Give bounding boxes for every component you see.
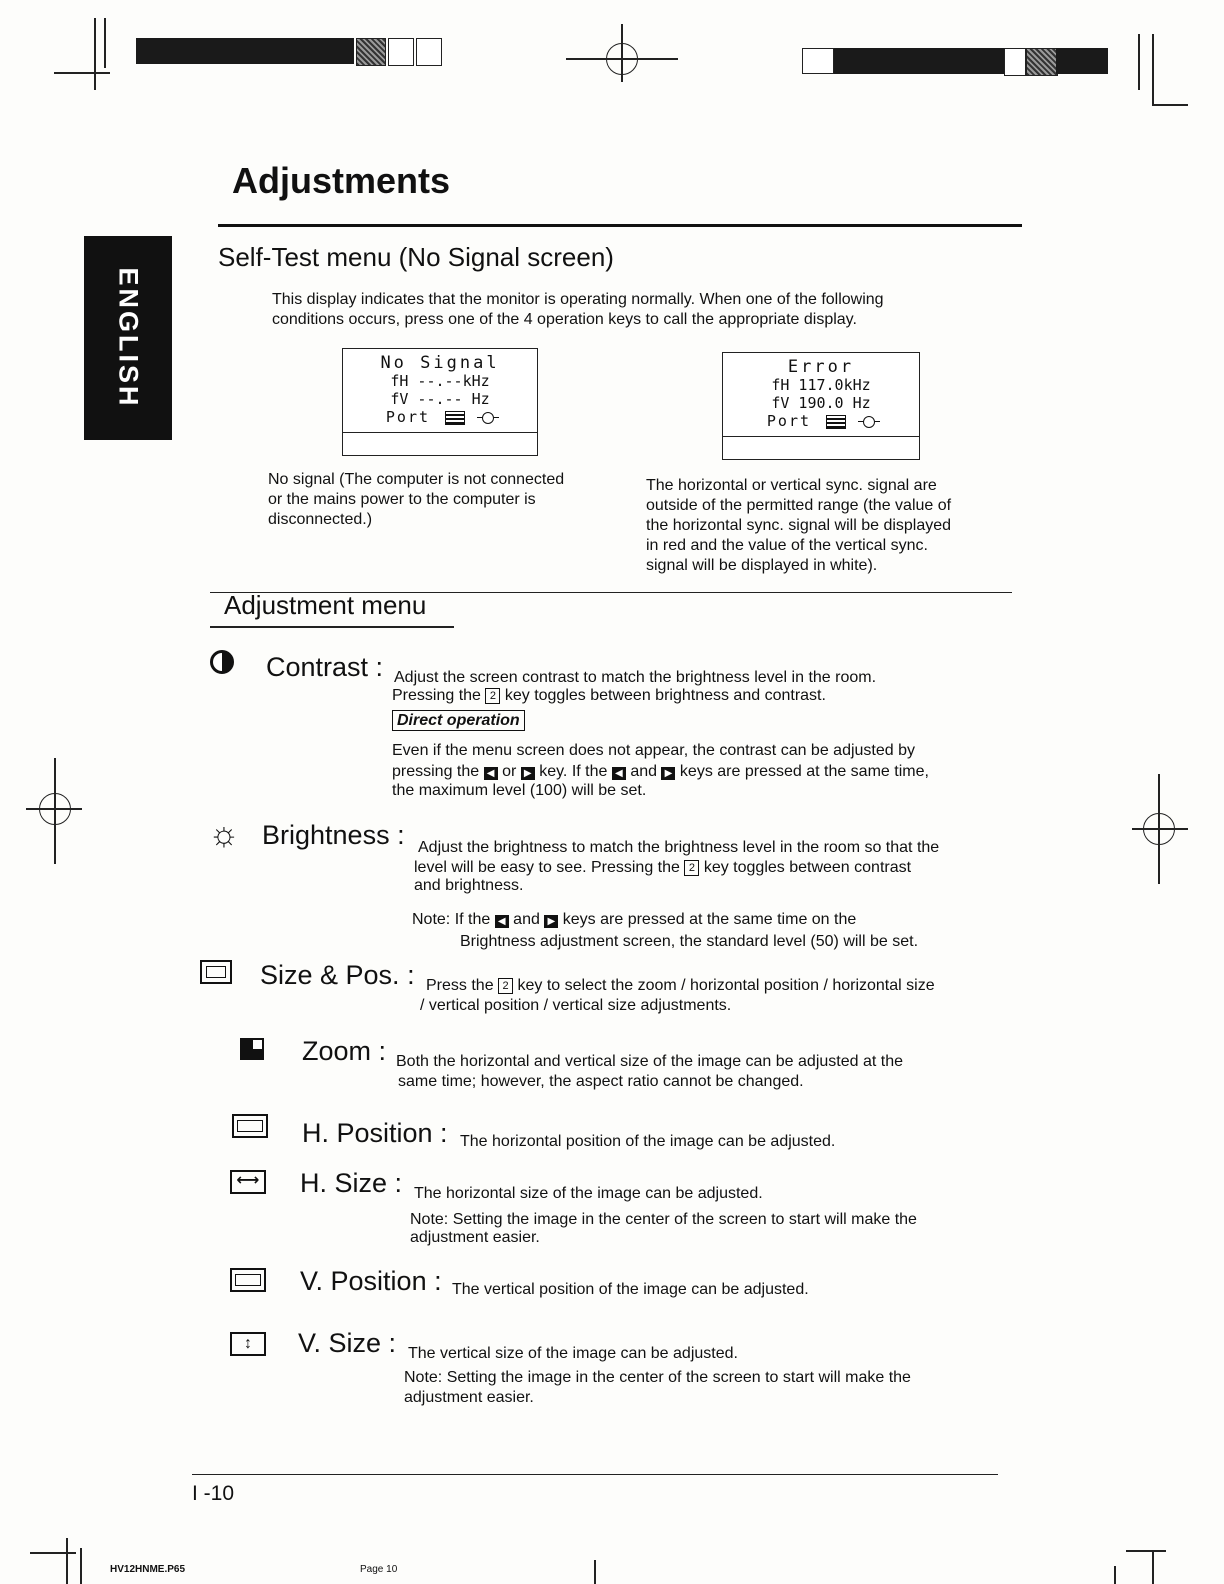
no-signal-screen [342, 348, 538, 456]
direct-operation-badge [392, 710, 525, 731]
contrast-desc-line1: Adjust the screen contrast to match the brightness level in the room. [394, 669, 877, 686]
no-signal-line1: No Signal [380, 353, 500, 373]
h-size-note-line2: adjustment easier. [410, 1229, 540, 1246]
brightness-note-line1 [412, 910, 856, 930]
brightness-desc-line3: and brightness. [414, 877, 524, 894]
no-signal-line2: fH --.--kHz [390, 372, 490, 390]
text: key toggles between contrast [703, 859, 912, 876]
size-pos-desc-line2: / vertical position / vertical size adjustments. [420, 997, 732, 1014]
error-line1: Error [787, 357, 855, 377]
caption-line: the horizontal sync. signal will be displayed [646, 517, 952, 534]
key-2-icon: 2 [684, 860, 699, 876]
right-key-icon: ▶ [661, 767, 675, 780]
self-test-heading: Self-Test menu (No Signal screen) [218, 242, 614, 272]
text: key. If the [539, 763, 608, 780]
text: key toggles between brightness and contrast. [504, 687, 826, 704]
text: pressing the [392, 763, 480, 780]
text: Pressing the [392, 687, 481, 704]
page-title: Adjustments [232, 160, 451, 201]
v-position-desc: The vertical position of the image can be adjusted. [452, 1281, 809, 1298]
contrast-icon [210, 650, 234, 674]
v-size-icon: ↕ [230, 1332, 266, 1356]
h-size-note-line1: Note: Setting the image in the center of the screen to start will make the [410, 1211, 917, 1228]
text: key to select the zoom / horizontal position / horizontal size [517, 977, 935, 994]
caption-line: disconnected.) [268, 511, 373, 528]
text: and [513, 911, 540, 928]
footer-center-mark [594, 1560, 596, 1584]
error-line2: fH 117.0kHz [771, 376, 871, 394]
contrast-direct-line3: the maximum level (100) will be set. [392, 782, 647, 799]
v-size-note-line1: Note: Setting the image in the center of the screen to start will make the [404, 1369, 911, 1386]
error-port: Port [766, 412, 812, 430]
key-2-icon: 2 [498, 978, 513, 994]
text: and [630, 763, 658, 780]
title-rule [218, 224, 1022, 227]
caption-line: in red and the value of the vertical sync. [646, 537, 928, 554]
contrast-label: Contrast : [266, 652, 384, 682]
caption-line: The horizontal or vertical sync. signal are [646, 477, 937, 494]
footer-filename: HV12HNME.P65 [110, 1564, 186, 1575]
v-position-label: V. Position : [300, 1266, 442, 1296]
text: level will be easy to see. Pressing the [414, 859, 680, 876]
zoom-desc-line2: same time; however, the aspect ratio cannot be changed. [398, 1073, 804, 1090]
language-tab-label: ENGLISH [113, 267, 144, 409]
port-icon [826, 415, 846, 429]
zoom-icon [240, 1038, 264, 1060]
footer-page: Page 10 [360, 1564, 398, 1575]
caption-line: or the mains power to the computer is [268, 491, 536, 508]
text: or [502, 763, 517, 780]
error-line3: fV 190.0 Hz [771, 394, 871, 412]
size-pos-label: Size & Pos. : [260, 960, 415, 990]
brightness-desc-line1: Adjust the brightness to match the brightness level in the room so that the [418, 839, 940, 856]
adjustment-menu-heading: Adjustment menu [224, 590, 427, 620]
self-test-intro-line2: conditions occurs, press one of the 4 operation keys to call the appropriate display. [272, 311, 857, 328]
left-key-icon: ◀ [484, 767, 498, 780]
v-position-icon [230, 1268, 266, 1292]
contrast-direct-line2 [392, 762, 929, 782]
caption-line: No signal (The computer is not connected [268, 471, 565, 488]
size-pos-desc-line1 [426, 976, 935, 996]
brightness-icon: ☼ [208, 815, 240, 853]
h-position-label: H. Position : [302, 1118, 448, 1148]
v-size-desc: The vertical size of the image can be adjusted. [408, 1345, 738, 1362]
no-signal-caption [268, 470, 628, 530]
key-2-icon: 2 [485, 688, 500, 704]
error-screen [722, 352, 920, 460]
h-size-desc: The horizontal size of the image can be adjusted. [414, 1185, 763, 1202]
no-signal-line3: fV --.-- Hz [390, 390, 490, 408]
v-size-note-line2: adjustment easier. [404, 1389, 534, 1406]
brightness-label: Brightness : [262, 820, 405, 850]
text: keys are pressed at the same time, [679, 763, 929, 780]
caption-line: outside of the permitted range (the value of [646, 497, 952, 514]
right-key-icon: ▶ [521, 767, 535, 780]
sync-icon [863, 416, 875, 428]
h-size-label: H. Size : [300, 1168, 403, 1198]
zoom-desc-line1: Both the horizontal and vertical size of the image can be adjusted at the [396, 1053, 903, 1070]
page-number: I -10 [192, 1482, 235, 1505]
left-key-icon: ◀ [495, 915, 509, 928]
contrast-desc-line2 [392, 686, 826, 706]
footer-rule [192, 1474, 998, 1475]
port-icon [445, 411, 465, 425]
text: Note: If the [412, 911, 491, 928]
left-key-icon: ◀ [612, 767, 626, 780]
brightness-desc-line2 [414, 858, 911, 878]
self-test-intro-line1: This display indicates that the monitor is operating normally. When one of the following [272, 291, 884, 308]
right-key-icon: ▶ [544, 915, 558, 928]
no-signal-port: Port [385, 408, 431, 426]
sync-icon [482, 412, 494, 424]
h-position-icon [232, 1114, 268, 1138]
text: Press the [426, 977, 494, 994]
error-caption [646, 476, 1006, 576]
brightness-note-line2: Brightness adjustment screen, the standard level (50) will be set. [460, 933, 919, 950]
language-tab [84, 236, 172, 440]
text: keys are pressed at the same time on the [562, 911, 857, 928]
size-pos-icon [200, 960, 232, 984]
h-position-desc: The horizontal position of the image can be adjusted. [460, 1133, 836, 1150]
contrast-direct-line1: Even if the menu screen does not appear, the contrast can be adjusted by [392, 742, 916, 759]
heading-underline [210, 626, 454, 628]
v-size-label: V. Size : [298, 1328, 397, 1358]
h-size-icon: ⟷ [230, 1170, 266, 1194]
caption-line: signal will be displayed in white). [646, 557, 878, 574]
direct-operation-label: Direct operation [392, 710, 525, 731]
zoom-label: Zoom : [302, 1036, 387, 1066]
